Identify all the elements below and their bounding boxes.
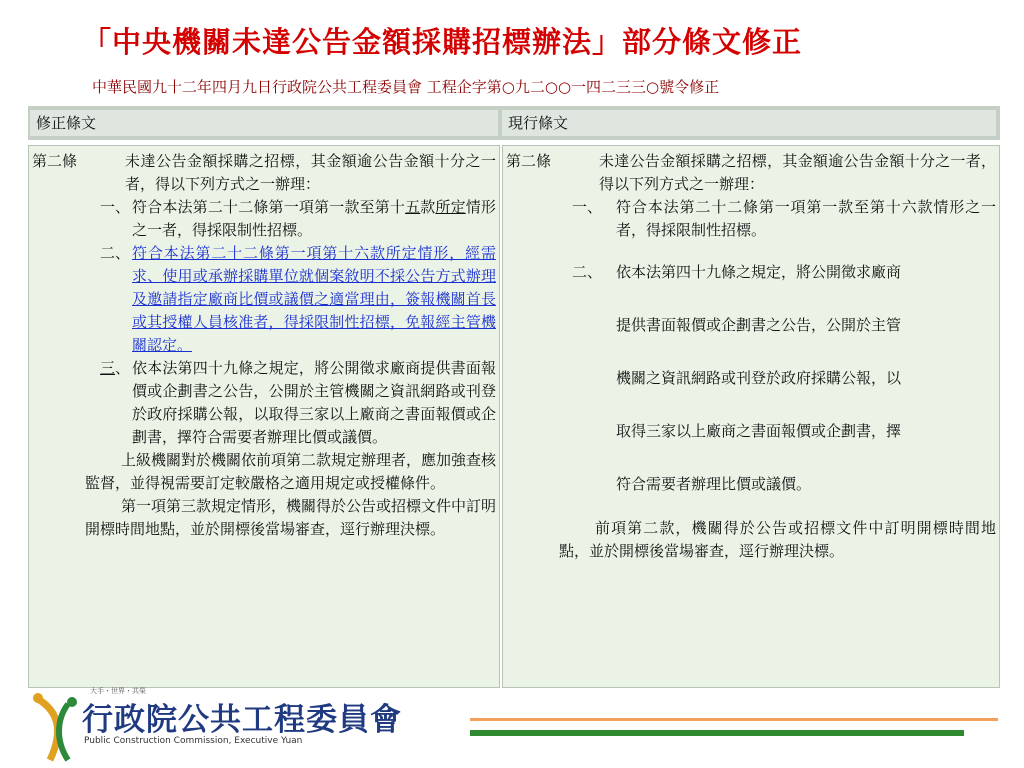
item-1-marker: 一、 [100,198,131,216]
decree-subtitle: 中華民國九十二年四月九日行政院公共工程委員會 工程企字第○九二○○一四二三三○號令修正 [92,78,720,96]
page-title: 「中央機關未達公告金額採購招標辦法」部分條文修正 [82,25,803,59]
footer-orange-rule [470,718,998,721]
item-2-marker: 二、 [100,244,131,262]
amended-paragraph-2: 上級機關對於機關依前項第二款規定辦理者，應加強查核監督，並得視需要訂定較嚴格之適用規定或授權條件。 [85,451,497,492]
current-item-1-text: 符合本法第二十二條第一項第一款至第十六款情形之一者，得採限制性招標。 [616,198,996,239]
current-intro-text: 未達公告金額採購之招標，其金額逾公告金額十分之一者，得以下列方式之一辦理： [599,152,996,193]
current-article-number: 第二條 [506,152,552,170]
article-number: 第二條 [32,152,78,170]
current-item-1-marker: 一、 [572,198,603,216]
commission-logo-emblem [28,690,88,764]
current-item-2-line-5: 符合需要者辦理比價或議價。 [616,475,812,493]
item-1-text-c: 款 [420,198,436,216]
item-3-text: 依本法第四十九條之規定，將公開徵求廠商提供書面報價或企劃書之公告，公開於主管機關之資訊網路或刊登於政府採購公報，以取得三家以上廠商之書面報價或企劃書，擇符合需要者辦理比價或議價。 [132,359,496,446]
item-1-text-a: 符合本法第二十二條第一項第一款至第十 [132,198,406,216]
footer-green-rule [470,730,964,736]
amended-item-2 [32,242,496,357]
item-2-text: 符合本法第二十二條第一項第十六款所定情形，經需求、使用或承辦採購單位就個案敘明不採公告方式辦理及邀請指定廠商比價或議價之適當理由，簽報機關首長或其授權人員核准者，得採限制性招標，免報經主管機關認定。 [132,244,496,354]
header-amended-articles: 修正條文 [30,110,498,136]
amended-item-3 [32,357,496,449]
logo-english-name: Public Construction Commission, Executive Yuan [84,736,303,746]
amended-paragraph-3: 第一項第三款規定情形，機關得於公告或招標文件中訂明開標時間地點，並於開標後當場審查，逕行辦理決標。 [85,497,497,538]
header-current-articles: 現行條文 [502,110,996,136]
article-intro-text: 未達公告金額採購之招標，其金額逾公告金額十分之一者，得以下列方式之一辦理： [125,152,496,193]
current-article-cell [502,145,1000,688]
amended-item-1 [32,196,496,242]
item-3-marker-num: 三 [100,359,116,377]
current-item-1 [506,196,996,242]
amended-article-cell [28,145,500,688]
item-3-marker-sep: 、 [115,359,131,377]
current-item-2-line-2: 提供書面報價或企劃書之公告，公開於主管 [616,316,902,334]
item-1-text-d: 所定 [435,198,466,216]
item-1-text-b: 五 [405,198,421,216]
current-article-intro [506,150,996,196]
current-paragraph-2: 前項第二款，機關得於公告或招標文件中訂明開標時間地點，並於開標後當場審查，逕行辦理決標。 [559,519,996,560]
logo-org-name: 行政院公共工程委員會 [82,702,402,738]
item-1-text-e: 情形之一者，得採限制性招標。 [132,198,496,239]
current-item-2-line-1: 依本法第四十九條之規定，將公開徵求廠商 [616,263,902,281]
current-item-2-line-4: 取得三家以上廠商之書面報價或企劃書，擇 [616,422,902,440]
current-item-2 [506,246,996,511]
amended-article-intro [32,150,496,196]
current-item-2-marker: 二、 [572,263,603,281]
logo-tagline: 大手・世界・共榮 [90,687,146,695]
current-item-2-line-3: 機關之資訊網路或刊登於政府採購公報，以 [616,369,902,387]
